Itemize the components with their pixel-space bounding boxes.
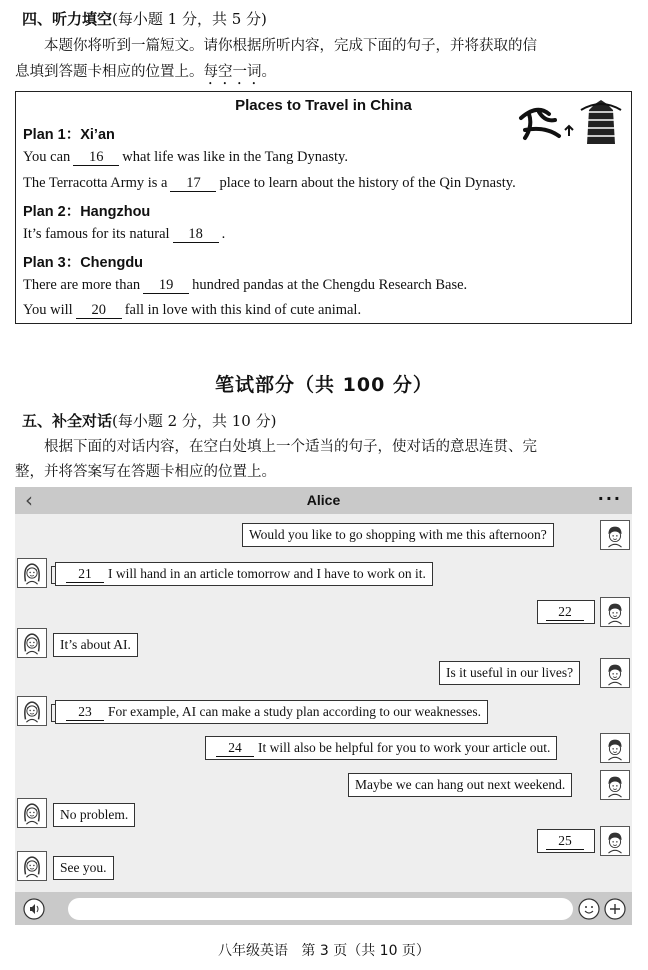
plus-icon[interactable]	[604, 898, 626, 920]
girl-avatar	[17, 696, 47, 726]
answer-blank-20[interactable]: 20	[76, 302, 122, 319]
message-bubble	[537, 829, 595, 853]
boy-avatar	[600, 770, 630, 800]
message-bubble: It’s about AI.	[53, 633, 138, 657]
answer-blank-24[interactable]: 24	[216, 740, 254, 757]
voice-icon[interactable]	[23, 898, 45, 920]
answer-blank-25[interactable]: 25	[546, 833, 584, 850]
girl-avatar	[17, 851, 47, 881]
emphasized-requirement: 每空一词	[203, 64, 262, 80]
written-part-title: 笔试部分（共 100 分）	[215, 374, 433, 396]
boy-avatar	[600, 658, 630, 688]
box-title: Places to Travel in China	[235, 97, 412, 114]
answer-blank-22[interactable]: 22	[546, 604, 584, 621]
more-options-icon[interactable]: ···	[597, 489, 622, 508]
dialogue-instructions-line1: 根据下面的对话内容，在空白处填上一个适当的句子，使对话的意思连贯、完	[44, 439, 537, 455]
travel-logo-icon	[515, 96, 623, 146]
listening-task-box	[15, 91, 632, 324]
message-bubble: See you.	[53, 856, 114, 880]
message-bubble: 24 It will also be helpful for you to work your article out.	[205, 736, 557, 760]
girl-avatar	[17, 628, 47, 658]
sentence-18: It’s famous for its natural 18 .	[23, 226, 226, 242]
page-footer: 八年级英语 第 3 页（共 10 页）	[218, 943, 430, 959]
boy-avatar	[600, 733, 630, 763]
sentence-19: There are more than 19 hundred pandas at the Chengdu Research Base.	[23, 277, 468, 293]
girl-avatar	[17, 798, 47, 828]
answer-blank-16[interactable]: 16	[73, 149, 119, 166]
dialogue-instructions-line2: 整，并将答案写在答题卡相应的位置上。	[15, 464, 276, 480]
sentence-20: You will 20 fall in love with this kind of cute animal.	[23, 302, 362, 318]
listening-section-heading: 四、听力填空(每小题 1 分，共 5 分)	[22, 10, 267, 28]
boy-avatar	[600, 826, 630, 856]
sentence-16: You can 16 what life was like in the Tang Dynasty.	[23, 149, 348, 165]
message-bubble	[537, 600, 595, 624]
message-bubble: Is it useful in our lives?	[439, 661, 580, 685]
boy-avatar	[600, 597, 630, 627]
listening-instructions-line1: 本题你将听到一篇短文。请你根据所听内容，完成下面的句子，并将获取的信	[44, 38, 537, 54]
listening-instructions-line2: 息填到答题卡相应的位置上。每空一词。	[15, 64, 276, 80]
plan2-label: Plan 2：Hangzhou	[23, 204, 151, 220]
sentence-17: The Terracotta Army is a 17 place to learn about the history of the Qin Dynasty.	[23, 175, 516, 191]
message-bubble: No problem.	[53, 803, 135, 827]
dialogue-section-heading: 五、补全对话(每小题 2 分，共 10 分)	[22, 412, 277, 430]
message-bubble: 23 For example, AI can make a study plan according to our weaknesses.	[55, 700, 488, 724]
answer-blank-23[interactable]: 23	[66, 704, 104, 721]
answer-blank-18[interactable]: 18	[173, 226, 219, 243]
boy-avatar	[600, 520, 630, 550]
message-input[interactable]	[68, 898, 573, 920]
chat-header	[15, 487, 632, 514]
answer-blank-21[interactable]: 21	[66, 566, 104, 583]
back-arrow-icon[interactable]: ‹	[25, 488, 33, 512]
plan3-label: Plan 3：Chengdu	[23, 255, 144, 271]
chat-window	[15, 487, 632, 925]
message-bubble: 21 I will hand in an article tomorrow and I have to work on it.	[55, 562, 433, 586]
girl-avatar	[17, 558, 47, 588]
message-bubble: Maybe we can hang out next weekend.	[348, 773, 572, 797]
message-bubble: Would you like to go shopping with me this afternoon?	[242, 523, 554, 547]
chat-contact-name: Alice	[306, 492, 341, 508]
answer-blank-19[interactable]: 19	[143, 277, 189, 294]
plan1-label: Plan 1：Xi’an	[23, 127, 115, 143]
emoji-icon[interactable]	[578, 898, 600, 920]
answer-blank-17[interactable]: 17	[170, 175, 216, 192]
chat-input-bar	[15, 892, 632, 925]
